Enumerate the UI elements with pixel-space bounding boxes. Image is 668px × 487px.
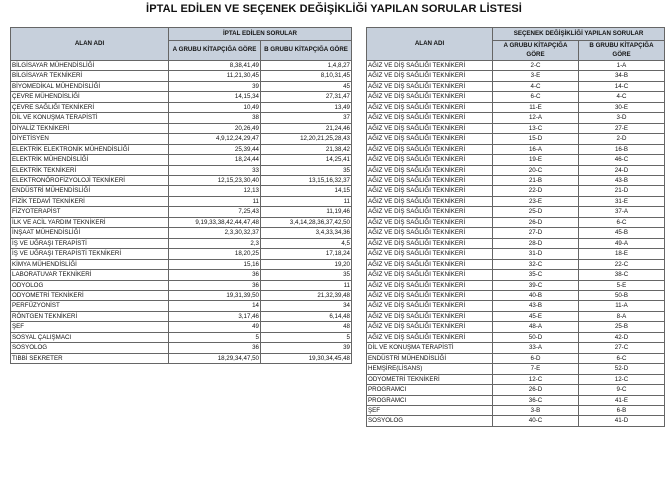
page-title: İPTAL EDİLEN VE SEÇENEK DEĞİŞİKLİĞİ YAPILAN SORULAR LİSTESİ [146, 3, 522, 15]
cell-area-name: AĞIZ VE DİŞ SAĞLIĞI TEKNİKERİ [367, 61, 493, 71]
cell-group-b: 21,24,46 [261, 123, 352, 133]
cell-group-a: 28-D [493, 238, 579, 248]
table-row [367, 196, 665, 206]
cell-group-a: 16-A [493, 144, 579, 154]
table-row [367, 61, 665, 71]
cell-group-a: 43-B [493, 301, 579, 311]
cell-group-a: 12-A [493, 113, 579, 123]
cell-group-b: 14,25,41 [261, 155, 352, 165]
option-changed-questions-table [366, 27, 665, 427]
cell-area-name: İLK VE ACİL YARDIM TEKNİKERİ [11, 217, 169, 227]
cell-group-a: 10,49 [169, 102, 261, 112]
table-row [367, 405, 665, 415]
table-row [367, 270, 665, 280]
cell-group-a: 26-D [493, 217, 579, 227]
cell-group-a: 23-E [493, 196, 579, 206]
cell-group-b: 35 [261, 270, 352, 280]
table-row [367, 123, 665, 133]
cell-group-b: 1-A [579, 61, 665, 71]
cell-group-a: 12-C [493, 374, 579, 384]
cell-group-b: 3,4,14,28,36,37,42,50 [261, 217, 352, 227]
table-row [367, 374, 665, 384]
cell-group-b: 31-E [579, 196, 665, 206]
cell-area-name: SOSYAL ÇALIŞMACI [11, 332, 169, 342]
cell-group-b: 21,38,42 [261, 144, 352, 154]
table-row [367, 165, 665, 175]
table-row [11, 81, 352, 91]
cell-area-name: AĞIZ VE DİŞ SAĞLIĞI TEKNİKERİ [367, 175, 493, 185]
table-row [11, 353, 352, 363]
table-row [367, 322, 665, 332]
cell-group-b: 49-A [579, 238, 665, 248]
cell-area-name: ELEKTRİK MÜHENDİSLİĞİ [11, 155, 169, 165]
cell-group-a: 15,16 [169, 259, 261, 269]
cell-group-a: 7-E [493, 364, 579, 374]
cell-area-name: AĞIZ VE DİŞ SAĞLIĞI TEKNİKERİ [367, 102, 493, 112]
table-row [367, 71, 665, 81]
cell-area-name: AĞIZ VE DİŞ SAĞLIĞI TEKNİKERİ [367, 71, 493, 81]
cell-group-a: 18,24,44 [169, 155, 261, 165]
table-row [11, 71, 352, 81]
cell-group-b: 1,4,8,27 [261, 61, 352, 71]
cell-group-b: 50-B [579, 290, 665, 300]
cancelled-questions-table [10, 27, 352, 364]
cell-area-name: PROGRAMCI [367, 385, 493, 395]
cell-area-name: PROGRAMCI [367, 395, 493, 405]
cell-group-b: 27-E [579, 123, 665, 133]
cell-area-name: DİL VE KONUŞMA TERAPİSTİ [367, 343, 493, 353]
cell-group-b: 6-C [579, 353, 665, 363]
table-row [367, 290, 665, 300]
table-row [11, 259, 352, 269]
cell-group-b: 6-B [579, 405, 665, 415]
table-row [367, 416, 665, 426]
cell-group-a: 2-C [493, 61, 579, 71]
cell-area-name: SOSYOLOG [11, 343, 169, 353]
cell-area-name: PERFÜZYONİST [11, 301, 169, 311]
cell-group-b: 30-E [579, 102, 665, 112]
cell-group-a: 20,26,49 [169, 123, 261, 133]
cell-group-b: 52-D [579, 364, 665, 374]
cell-group-b: 16-B [579, 144, 665, 154]
cell-group-a: 45-E [493, 311, 579, 321]
table-row [11, 280, 352, 290]
table-row [367, 311, 665, 321]
table-row [11, 196, 352, 206]
cell-area-name: ŞEF [367, 405, 493, 415]
cell-group-b: 4-C [579, 92, 665, 102]
cell-group-b: 12-C [579, 374, 665, 384]
cell-group-b: 19,20 [261, 259, 352, 269]
cell-group-a: 14,15,34 [169, 92, 261, 102]
cell-area-name: BİLGİSAYAR TEKNİKERİ [11, 71, 169, 81]
cell-group-b: 42-D [579, 332, 665, 342]
cell-group-a: 40-B [493, 290, 579, 300]
column-header-group-b: B GRUBU KİTAPÇIĞA GÖRE [579, 41, 665, 61]
table-row [11, 332, 352, 342]
cell-group-b: 6-C [579, 217, 665, 227]
cell-area-name: ÇEVRE SAĞLIĞI TEKNİKERİ [11, 102, 169, 112]
table-row [367, 175, 665, 185]
cell-area-name: AĞIZ VE DİŞ SAĞLIĞI TEKNİKERİ [367, 123, 493, 133]
cell-group-a: 21-B [493, 175, 579, 185]
cell-group-b: 45 [261, 81, 352, 91]
cell-area-name: ODYOMETRİ TEKNİKERİ [367, 374, 493, 384]
column-header-group-b: B GRUBU KİTAPÇIĞA GÖRE [261, 41, 352, 61]
cell-group-a: 36 [169, 343, 261, 353]
cell-area-name: AĞIZ VE DİŞ SAĞLIĞI TEKNİKERİ [367, 238, 493, 248]
group-header-option-changed: SEÇENEK DEĞİŞİKLİĞİ YAPILAN SORULAR [493, 28, 665, 41]
cell-group-a: 9,19,33,38,42,44,47,48 [169, 217, 261, 227]
cell-group-b: 14,15 [261, 186, 352, 196]
cell-group-b: 2-D [579, 134, 665, 144]
table-row [367, 92, 665, 102]
cell-group-b: 25-B [579, 322, 665, 332]
table-row [367, 343, 665, 353]
cell-group-a: 26-D [493, 385, 579, 395]
table-row [11, 175, 352, 185]
cell-group-a: 18,29,34,47,50 [169, 353, 261, 363]
cell-area-name: AĞIZ VE DİŞ SAĞLIĞI TEKNİKERİ [367, 332, 493, 342]
table-row [367, 238, 665, 248]
cell-area-name: DİYETİSYEN [11, 134, 169, 144]
cell-group-a: 3-E [493, 71, 579, 81]
cell-group-b: 35 [261, 165, 352, 175]
cell-group-b: 6,14,48 [261, 311, 352, 321]
table-row [11, 270, 352, 280]
table-row [367, 364, 665, 374]
cell-group-a: 19-E [493, 155, 579, 165]
table-row [11, 238, 352, 248]
table-row [11, 311, 352, 321]
cell-group-b: 18-E [579, 249, 665, 259]
cell-group-a: 39 [169, 81, 261, 91]
table-row [367, 395, 665, 405]
table-row [11, 144, 352, 154]
cell-area-name: AĞIZ VE DİŞ SAĞLIĞI TEKNİKERİ [367, 228, 493, 238]
cell-group-a: 6-C [493, 92, 579, 102]
table-row [367, 102, 665, 112]
cell-group-a: 38 [169, 113, 261, 123]
cell-group-a: 33-A [493, 343, 579, 353]
cell-area-name: AĞIZ VE DİŞ SAĞLIĞI TEKNİKERİ [367, 113, 493, 123]
cell-group-b: 12,20,21,25,28,43 [261, 134, 352, 144]
cell-group-b: 37-A [579, 207, 665, 217]
cell-group-a: 2,3,30,32,37 [169, 228, 261, 238]
cell-area-name: ÇEVRE MÜHENDİSLİĞİ [11, 92, 169, 102]
cell-group-a: 40-C [493, 416, 579, 426]
cell-area-name: AĞIZ VE DİŞ SAĞLIĞI TEKNİKERİ [367, 311, 493, 321]
cell-group-b: 14-C [579, 81, 665, 91]
cell-area-name: AĞIZ VE DİŞ SAĞLIĞI TEKNİKERİ [367, 249, 493, 259]
cell-area-name: RÖNTGEN TEKNİKERİ [11, 311, 169, 321]
table-row [11, 92, 352, 102]
cell-area-name: AĞIZ VE DİŞ SAĞLIĞI TEKNİKERİ [367, 290, 493, 300]
cell-group-a: 39-C [493, 280, 579, 290]
cell-group-a: 35-C [493, 270, 579, 280]
cell-group-a: 14 [169, 301, 261, 311]
cell-area-name: HEMŞİRE(LİSANS) [367, 364, 493, 374]
column-header-area: ALAN ADI [11, 28, 169, 61]
cell-group-a: 25-D [493, 207, 579, 217]
cell-group-b: 5 [261, 332, 352, 342]
cell-area-name: BİLGİSAYAR MÜHENDİSLİĞİ [11, 61, 169, 71]
cell-area-name: ŞEF [11, 322, 169, 332]
table-row [367, 259, 665, 269]
cell-area-name: ODYOMETRİ TEKNİKERİ [11, 290, 169, 300]
table-row [11, 343, 352, 353]
table-row [367, 207, 665, 217]
cell-area-name: SOSYOLOG [367, 416, 493, 426]
cell-group-b: 34 [261, 301, 352, 311]
cell-group-a: 3,17,46 [169, 311, 261, 321]
cell-area-name: AĞIZ VE DİŞ SAĞLIĞI TEKNİKERİ [367, 207, 493, 217]
cell-group-a: 36 [169, 270, 261, 280]
cell-group-a: 11-E [493, 102, 579, 112]
cell-area-name: AĞIZ VE DİŞ SAĞLIĞI TEKNİKERİ [367, 144, 493, 154]
cell-group-a: 12,13 [169, 186, 261, 196]
cell-group-a: 11 [169, 196, 261, 206]
cell-group-b: 41-D [579, 416, 665, 426]
cell-group-a: 50-D [493, 332, 579, 342]
table-row [11, 217, 352, 227]
cell-group-b: 34-B [579, 71, 665, 81]
cell-area-name: ELEKTRİK ELEKTRONİK MÜHENDİSLİĞİ [11, 144, 169, 154]
table-row [11, 290, 352, 300]
column-header-area: ALAN ADI [367, 28, 493, 61]
table-row [367, 385, 665, 395]
cell-group-a: 20-C [493, 165, 579, 175]
cell-group-a: 48-A [493, 322, 579, 332]
option-changed-questions-body [367, 61, 665, 427]
cell-area-name: AĞIZ VE DİŞ SAĞLIĞI TEKNİKERİ [367, 186, 493, 196]
cell-group-a: 18,20,25 [169, 249, 261, 259]
cell-group-a: 15-D [493, 134, 579, 144]
cell-group-a: 4-C [493, 81, 579, 91]
cell-group-a: 11,21,30,45 [169, 71, 261, 81]
table-row [367, 186, 665, 196]
cell-group-b: 27,31,47 [261, 92, 352, 102]
table-row [11, 207, 352, 217]
cell-group-b: 24-D [579, 165, 665, 175]
table-row [11, 134, 352, 144]
cell-group-a: 8,38,41,49 [169, 61, 261, 71]
cell-group-b: 4,5 [261, 238, 352, 248]
cell-group-b: 13,49 [261, 102, 352, 112]
cell-area-name: AĞIZ VE DİŞ SAĞLIĞI TEKNİKERİ [367, 134, 493, 144]
table-row [367, 332, 665, 342]
cell-area-name: BİYOMEDİKAL MÜHENDİSLİĞİ [11, 81, 169, 91]
cell-group-b: 5-E [579, 280, 665, 290]
table-row [367, 228, 665, 238]
cell-area-name: ELEKTRONÖROFİZYOLOJİ TEKNİKERİ [11, 175, 169, 185]
cell-area-name: AĞIZ VE DİŞ SAĞLIĞI TEKNİKERİ [367, 280, 493, 290]
table-row [367, 113, 665, 123]
table-row [367, 144, 665, 154]
cell-group-b: 17,18,24 [261, 249, 352, 259]
table-row [11, 123, 352, 133]
cell-area-name: ENDÜSTRİ MÜHENDİSLİĞİ [367, 353, 493, 363]
cell-area-name: ELEKTRİK TEKNİKERİ [11, 165, 169, 175]
cell-area-name: AĞIZ VE DİŞ SAĞLIĞI TEKNİKERİ [367, 81, 493, 91]
table-row [367, 155, 665, 165]
cell-area-name: FİZİK TEDAVİ TEKNİKERİ [11, 196, 169, 206]
table-row [367, 81, 665, 91]
cell-group-b: 22-C [579, 259, 665, 269]
cell-area-name: İŞ VE UĞRAŞI TERAPİSTİ TEKNİKERİ [11, 249, 169, 259]
cell-group-b: 39 [261, 343, 352, 353]
cell-group-b: 8,10,31,45 [261, 71, 352, 81]
table-row [11, 249, 352, 259]
cell-group-b: 38-C [579, 270, 665, 280]
cell-group-b: 11 [261, 196, 352, 206]
cell-area-name: AĞIZ VE DİŞ SAĞLIĞI TEKNİKERİ [367, 165, 493, 175]
table-row [11, 322, 352, 332]
table-row [11, 301, 352, 311]
cell-group-b: 37 [261, 113, 352, 123]
cell-area-name: AĞIZ VE DİŞ SAĞLIĞI TEKNİKERİ [367, 301, 493, 311]
cell-area-name: AĞIZ VE DİŞ SAĞLIĞI TEKNİKERİ [367, 196, 493, 206]
cell-area-name: DİYALİZ TEKNİKERİ [11, 123, 169, 133]
cell-area-name: AĞIZ VE DİŞ SAĞLIĞI TEKNİKERİ [367, 259, 493, 269]
cell-group-a: 31-D [493, 249, 579, 259]
table-row [367, 280, 665, 290]
cell-group-b: 21-D [579, 186, 665, 196]
cell-area-name: AĞIZ VE DİŞ SAĞLIĞI TEKNİKERİ [367, 270, 493, 280]
cell-group-b: 46-C [579, 155, 665, 165]
column-header-group-a: A GRUBU KİTAPÇIĞA GÖRE [169, 41, 261, 61]
cell-area-name: İŞ VE UĞRAŞI TERAPİSTİ [11, 238, 169, 248]
cell-group-b: 45-B [579, 228, 665, 238]
cell-group-b: 21,32,39,48 [261, 290, 352, 300]
table-row [367, 301, 665, 311]
cell-area-name: AĞIZ VE DİŞ SAĞLIĞI TEKNİKERİ [367, 155, 493, 165]
cell-group-b: 43-B [579, 175, 665, 185]
cell-group-b: 11 [261, 280, 352, 290]
cell-group-a: 32-C [493, 259, 579, 269]
cell-group-a: 36-C [493, 395, 579, 405]
table-row [367, 353, 665, 363]
cell-group-b: 27-C [579, 343, 665, 353]
cell-area-name: ENDÜSTRİ MÜHENDİSLİĞİ [11, 186, 169, 196]
cell-group-b: 13,15,16,32,37 [261, 175, 352, 185]
cell-group-b: 9-C [579, 385, 665, 395]
cell-group-a: 27-D [493, 228, 579, 238]
cell-group-b: 11-A [579, 301, 665, 311]
cell-group-a: 25,39,44 [169, 144, 261, 154]
table-row [367, 217, 665, 227]
cell-area-name: AĞIZ VE DİŞ SAĞLIĞI TEKNİKERİ [367, 92, 493, 102]
cell-group-b: 8-A [579, 311, 665, 321]
cell-group-a: 3-B [493, 405, 579, 415]
table-row [11, 61, 352, 71]
cell-group-b: 48 [261, 322, 352, 332]
cell-group-a: 7,25,43 [169, 207, 261, 217]
column-header-group-a: A GRUBU KİTAPÇIĞA GÖRE [493, 41, 579, 61]
cell-area-name: LABORATUVAR TEKNİKERİ [11, 270, 169, 280]
table-row [11, 113, 352, 123]
cell-group-b: 11,19,46 [261, 207, 352, 217]
cell-area-name: TIBBİ SEKRETER [11, 353, 169, 363]
group-header-cancelled: İPTAL EDİLEN SORULAR [169, 28, 352, 41]
cell-area-name: KİMYA MÜHENDİSLİĞİ [11, 259, 169, 269]
cell-group-b: 3-D [579, 113, 665, 123]
cell-group-b: 3,4,33,34,36 [261, 228, 352, 238]
table-row [11, 228, 352, 238]
table-row [367, 134, 665, 144]
cell-group-a: 13-C [493, 123, 579, 133]
cell-group-a: 6-D [493, 353, 579, 363]
cell-group-b: 41-E [579, 395, 665, 405]
cell-group-b: 19,30,34,45,48 [261, 353, 352, 363]
table-row [11, 102, 352, 112]
table-row [11, 165, 352, 175]
cell-area-name: AĞIZ VE DİŞ SAĞLIĞI TEKNİKERİ [367, 217, 493, 227]
cell-group-a: 19,31,39,50 [169, 290, 261, 300]
table-row [11, 186, 352, 196]
cell-group-a: 2,3 [169, 238, 261, 248]
cell-group-a: 49 [169, 322, 261, 332]
table-row [367, 249, 665, 259]
cell-area-name: FİZYOTERAPİST [11, 207, 169, 217]
table-row [11, 155, 352, 165]
cell-area-name: DİL VE KONUŞMA TERAPİSTİ [11, 113, 169, 123]
cell-area-name: İNŞAAT MÜHENDİSLİĞİ [11, 228, 169, 238]
cell-group-a: 33 [169, 165, 261, 175]
cell-group-a: 12,15,23,30,40 [169, 175, 261, 185]
cell-area-name: AĞIZ VE DİŞ SAĞLIĞI TEKNİKERİ [367, 322, 493, 332]
cell-group-a: 36 [169, 280, 261, 290]
cell-area-name: ODYOLOG [11, 280, 169, 290]
cell-group-a: 5 [169, 332, 261, 342]
cell-group-a: 4,9,12,24,29,47 [169, 134, 261, 144]
cell-group-a: 22-D [493, 186, 579, 196]
cancelled-questions-body [11, 61, 352, 364]
